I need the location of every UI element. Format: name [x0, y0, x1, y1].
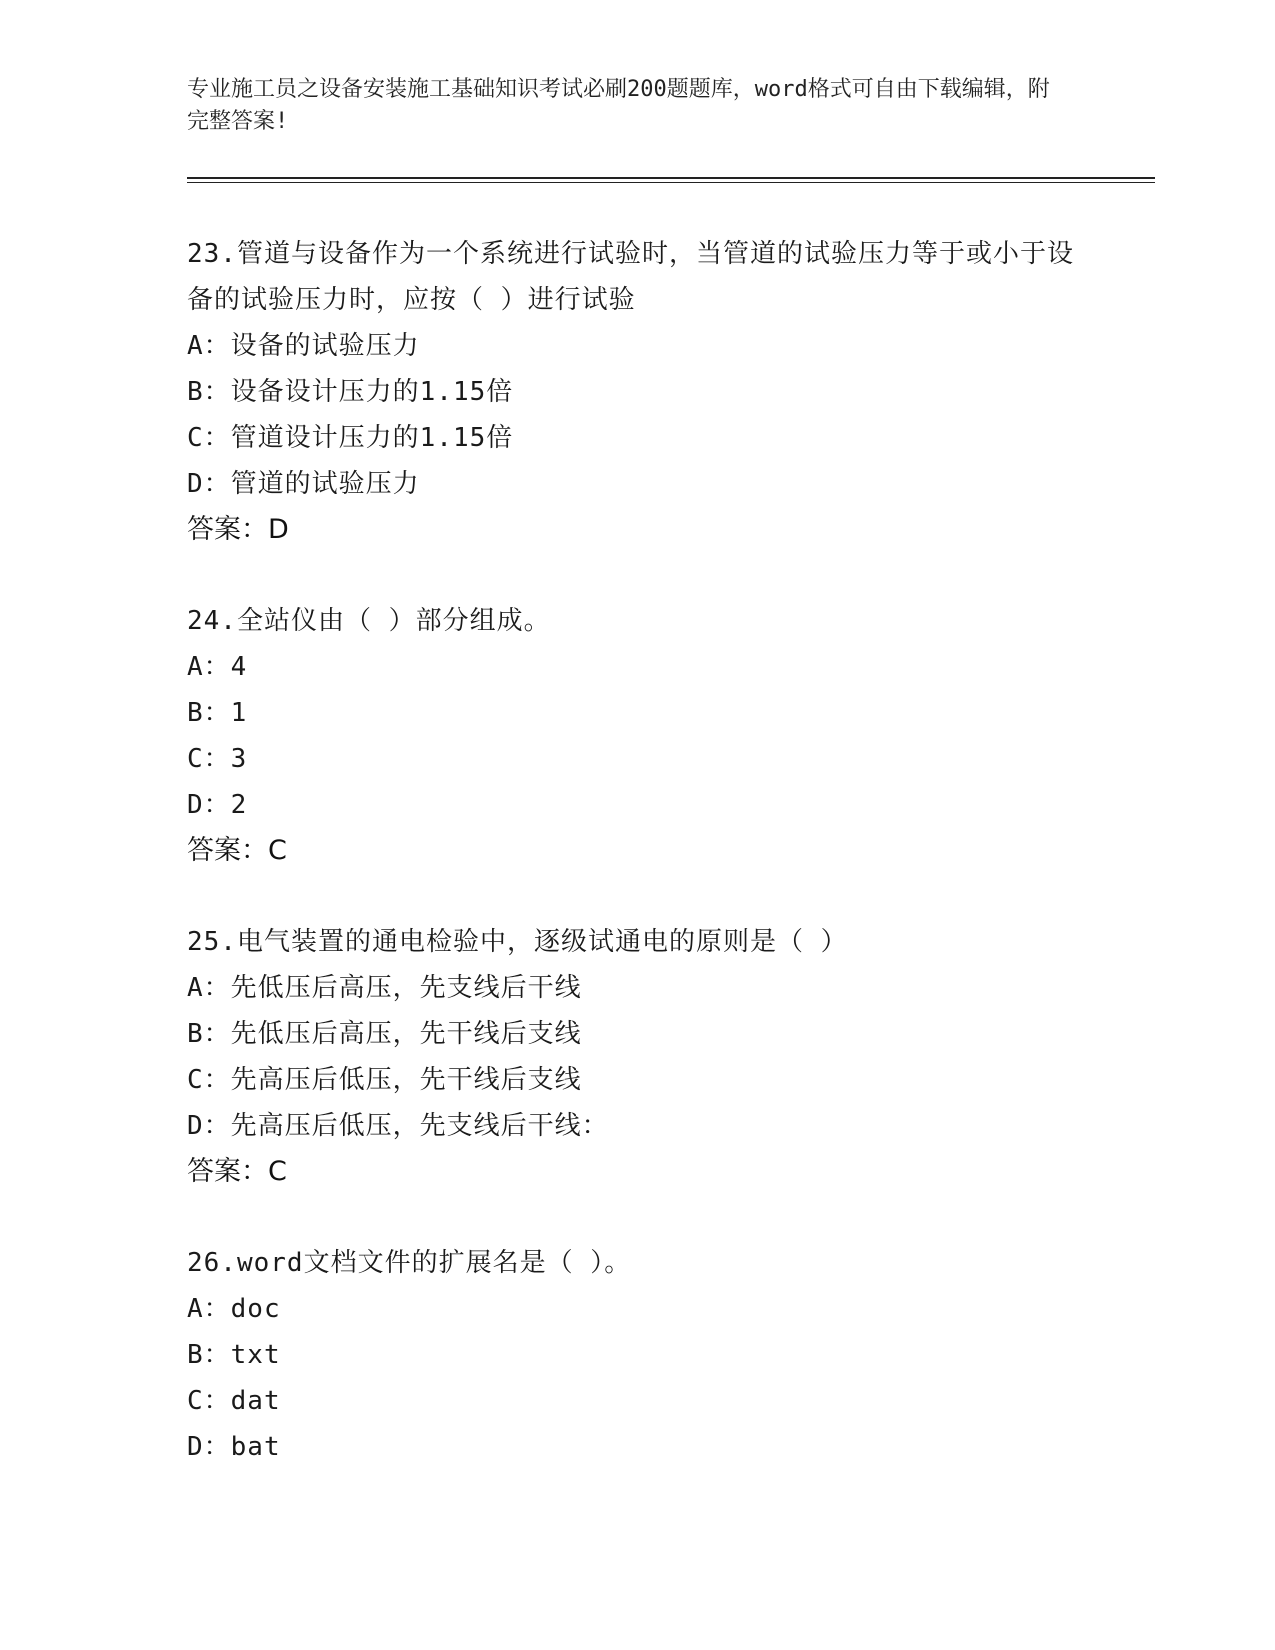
option-a: A：4: [187, 652, 248, 682]
question-stem: 23.管道与设备作为一个系统进行试验时，当管道的试验压力等于或小于设备的试验压力时，应按（ ）进行试验: [187, 239, 1074, 315]
question-stem: 24.全站仪由（ ）部分组成。: [187, 606, 551, 636]
answer: 答案：D: [187, 514, 289, 545]
question-stem: 26.word文档文件的扩展名是（ ）。: [187, 1248, 632, 1278]
option-b: B：txt: [187, 1340, 281, 1370]
header-divider-thin: [187, 182, 1155, 183]
option-b: B：先低压后高压，先干线后支线: [187, 1019, 582, 1049]
option-b: B：设备设计压力的1.15倍: [187, 377, 514, 407]
answer: 答案：C: [187, 1156, 287, 1187]
option-d: D：管道的试验压力: [187, 469, 420, 499]
option-b: B：1: [187, 698, 248, 728]
option-d: D：先高压后低压，先支线后干线：: [187, 1111, 609, 1141]
question-26: [187, 1240, 1087, 1470]
option-d: D：2: [187, 790, 248, 820]
question-stem: 25.电气装置的通电检验中，逐级试通电的原则是（ ）: [187, 927, 848, 957]
question-25: [187, 919, 1087, 1195]
option-c: C：3: [187, 744, 248, 774]
header-divider-thick: [187, 177, 1155, 179]
option-c: C：管道设计压力的1.15倍: [187, 423, 514, 453]
answer: 答案：C: [187, 835, 287, 866]
question-list: [187, 231, 1087, 1515]
option-a: A：doc: [187, 1294, 281, 1324]
option-a: A：设备的试验压力: [187, 331, 420, 361]
question-24: [187, 598, 1087, 874]
question-23: [187, 231, 1087, 553]
option-c: C：先高压后低压，先干线后支线: [187, 1065, 582, 1095]
document-header: 专业施工员之设备安装施工基础知识考试必刷200题题库，word格式可自由下载编辑，附完整答案!: [187, 77, 1050, 134]
option-d: D：bat: [187, 1432, 281, 1462]
option-a: A：先低压后高压，先支线后干线: [187, 973, 582, 1003]
option-c: C：dat: [187, 1386, 281, 1416]
